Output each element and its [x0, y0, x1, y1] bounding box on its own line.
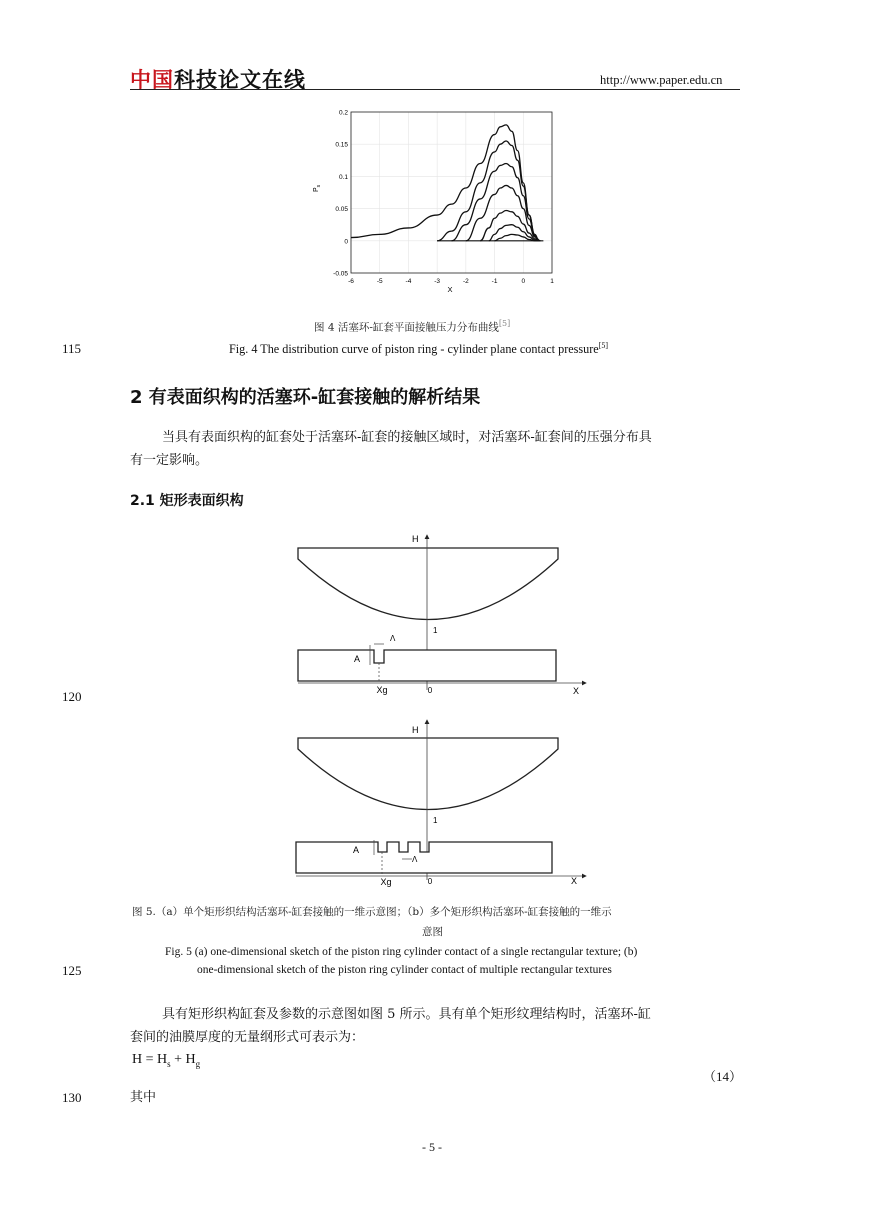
figure5a-diagram — [290, 525, 590, 700]
paragraph-2-line-1: 具有矩形织构缸套及参数的示意图如图 5 所示。具有单个矩形纹理结构时，活塞环-缸 — [162, 1007, 651, 1022]
piston-ring-shape — [298, 738, 558, 810]
label-xg: Xg — [380, 877, 392, 887]
x-tick-label: -2 — [462, 278, 469, 285]
paragraph-1-line-1: 当具有表面织构的缸套处于活塞环-缸套的接触区域时，对活塞环-缸套间的压强分布具 — [162, 430, 652, 445]
figure4-caption-en: Fig. 4 The distribution curve of piston ring - cylinder plane contact pressure[5] — [229, 341, 609, 357]
line-number-125: 125 — [62, 963, 82, 978]
label-h: H — [412, 534, 419, 544]
section-2-1-heading: 2.1 矩形表面织构 — [130, 493, 244, 509]
equation-number: （14） — [703, 1069, 743, 1084]
figure5-caption-en-line2: one-dimensional sketch of the piston ring cylinder contact of multiple rectangular textures — [197, 964, 612, 976]
cylinder-liner-shape — [298, 650, 556, 681]
label-one: 1 — [433, 816, 438, 825]
journal-logo: 中国科技论文在线 — [130, 68, 306, 92]
x-tick-labels — [348, 278, 554, 285]
x-tick-label: -1 — [491, 278, 498, 285]
label-a: A — [354, 654, 361, 664]
page-number: - 5 - — [422, 1140, 442, 1154]
x-tick-label: 1 — [550, 278, 554, 285]
figure5-caption-cn-line2: 意图 — [422, 926, 443, 938]
line-number-115: 115 — [62, 341, 82, 356]
header-url[interactable]: http://www.paper.edu.cn — [600, 73, 723, 87]
cylinder-liner-shape — [296, 842, 552, 873]
y-tick-label: 0.1 — [338, 173, 348, 181]
piston-ring-shape — [298, 548, 558, 620]
y-tick-label: 0 — [344, 238, 348, 246]
label-x: X — [570, 876, 578, 886]
series-line-1 — [351, 125, 538, 241]
x-tick-label: -4 — [405, 278, 412, 285]
series-line-2 — [437, 141, 539, 241]
label-x: X — [572, 686, 580, 696]
paragraph-1-line-2: 有一定影响。 — [130, 453, 209, 468]
figure5-caption-en-line1: Fig. 5 (a) one-dimensional sketch of the piston ring cylinder contact of a single rectangular texture; (b) — [165, 946, 638, 958]
label-one: 1 — [433, 626, 438, 635]
x-axis-label: X — [447, 285, 453, 294]
paragraph-3: 其中 — [130, 1090, 157, 1105]
y-axis-label: $P_s$ — [313, 184, 322, 192]
label-zero: 0 — [427, 877, 433, 886]
label-xg: Xg — [376, 685, 388, 695]
label-h: H — [412, 725, 419, 735]
label-lambda: Λ — [390, 634, 396, 643]
line-number-120: 120 — [62, 689, 82, 704]
y-tick-labels — [333, 110, 348, 278]
y-tick-label: 0.15 — [335, 141, 348, 149]
header-rule — [130, 89, 740, 90]
y-tick-label: 0.2 — [338, 109, 348, 117]
figure4-caption-cn: 图 4 活塞环-缸套平面接触压力分布曲线[5] — [314, 319, 511, 334]
label-lambda: Λ — [412, 855, 418, 864]
equation-14: $H = H_s + H_g$ — [132, 1052, 201, 1069]
x-tick-label: -3 — [434, 278, 441, 285]
paragraph-2-line-2: 套间的油膜厚度的无量纲形式可表示为： — [130, 1030, 365, 1045]
figure4-chart — [300, 100, 570, 300]
section-2-heading: 2 有表面织构的活塞环-缸套接触的解析结果 — [130, 387, 481, 408]
figure5b-diagram — [290, 715, 590, 890]
label-zero: 0 — [427, 686, 433, 695]
line-number-130: 130 — [62, 1090, 82, 1105]
y-tick-label: -0.05 — [333, 270, 348, 278]
figure5-caption-cn-line1: 图 5.（a）单个矩形织结构活塞环-缸套接触的一维示意图；（b）多个矩形织构活塞环-缸套接触的一维示 — [132, 906, 612, 918]
x-tick-label: -5 — [376, 278, 383, 285]
x-tick-label: 0 — [521, 278, 526, 285]
x-tick-label: -6 — [348, 278, 354, 285]
label-a: A — [353, 845, 360, 855]
y-tick-label: 0.05 — [335, 206, 348, 214]
